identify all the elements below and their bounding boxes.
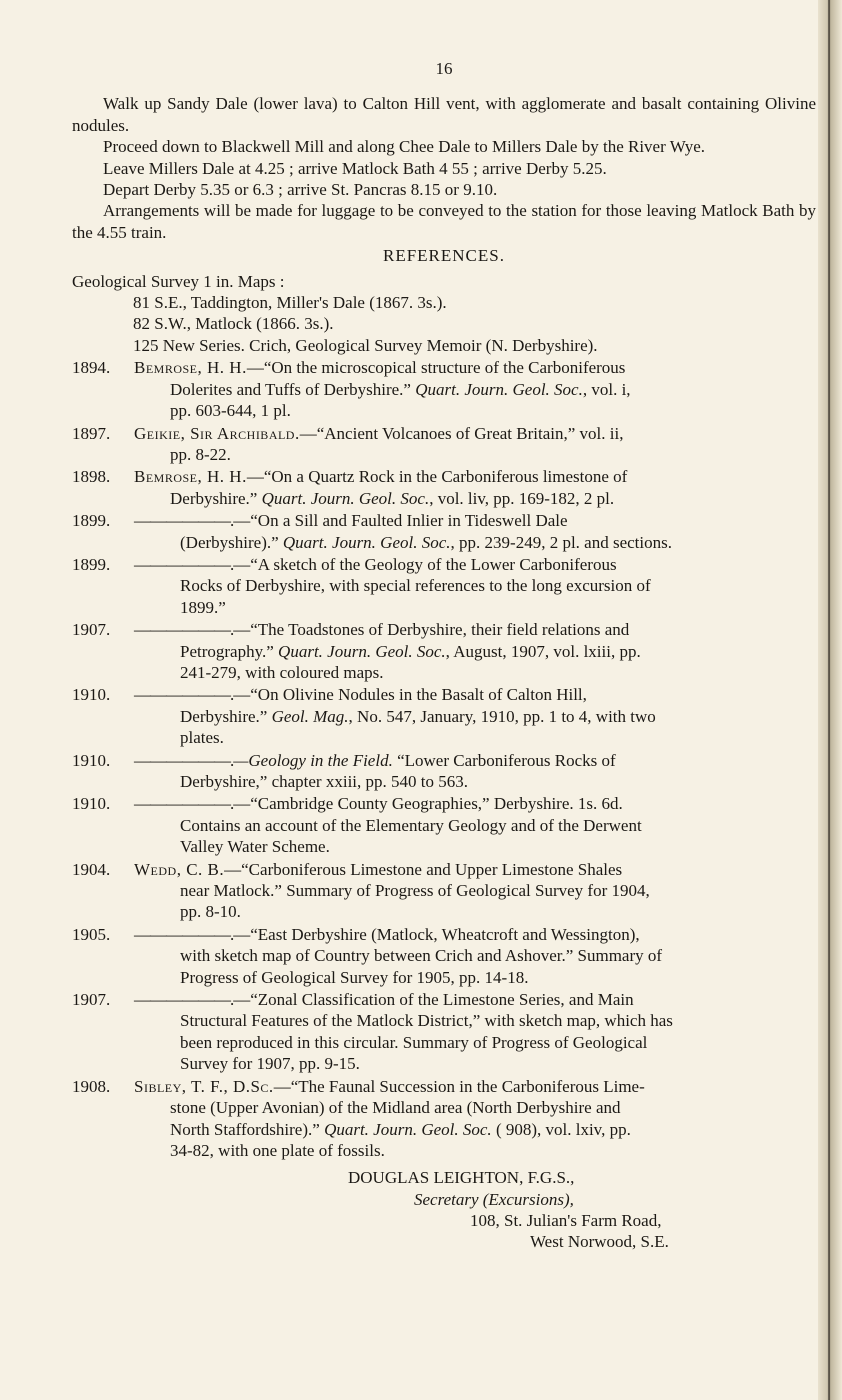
- reference-year: 1899.: [72, 554, 111, 574]
- reference-author: Wedd, C. B.: [134, 859, 225, 879]
- reference-text: near Matlock.” Summary of Progress of Geological Survey for 1904,: [180, 881, 650, 901]
- references-heading: REFERENCES.: [383, 246, 505, 266]
- reference-year: 1910.: [72, 685, 111, 705]
- reference-year: 1905.: [72, 924, 111, 944]
- reference-author: Bemrose, H. H.: [134, 467, 247, 487]
- maps-heading: Geological Survey 1 in. Maps :: [72, 271, 285, 291]
- ditto-dash: ——————.: [134, 794, 234, 814]
- reference-journal: Quart. Journ. Geol. Soc.: [282, 532, 451, 552]
- ditto-dash: ——————.: [134, 685, 234, 705]
- reference-text: “Lower Carboniferous Rocks of: [392, 750, 616, 770]
- reference-text: , pp. 239-249, 2 pl. and sections.: [450, 532, 672, 552]
- reference-year: 1904.: [72, 859, 111, 879]
- reference-text: —“A sketch of the Geology of the Lower Carboniferous: [233, 554, 617, 574]
- signature-block: [72, 1167, 816, 1252]
- references-list: [72, 357, 816, 1161]
- reference-text: —“On the microscopical structure of the Carboniferous: [246, 358, 626, 378]
- paragraph: Proceed down to Blackwell Mill and along Chee Dale to Millers Dale by the River Wye.: [103, 137, 706, 157]
- reference-text: stone (Upper Avonian) of the Midland area (North Derbyshire and: [170, 1098, 621, 1118]
- reference-journal: —Geology in the Field.: [233, 750, 393, 770]
- reference-text: ( 908), vol. lxiv, pp.: [491, 1119, 631, 1139]
- signature-name: DOUGLAS LEIGHTON, F.G.S.,: [348, 1168, 575, 1188]
- ditto-dash: ——————.: [134, 750, 234, 770]
- paragraph: Depart Derby 5.35 or 6.3 ; arrive St. Pancras 8.15 or 9.10.: [103, 180, 498, 200]
- reference-text: been reproduced in this circular. Summary of Progress of Geological: [180, 1032, 648, 1052]
- reference-text: plates.: [180, 728, 224, 748]
- map-entry: 82 S.W., Matlock (1866. 3s.).: [133, 314, 334, 334]
- paragraph: Walk up Sandy Dale (lower lava) to Calton Hill vent, with agglomerate and basalt containing Olivine nodules.: [72, 94, 816, 135]
- reference-journal: Quart. Journ. Geol. Soc.: [261, 488, 430, 508]
- reference-journal: Quart. Journ. Geol. Soc.: [278, 641, 446, 661]
- reference-entry: [72, 423, 816, 466]
- reference-entry: [72, 357, 816, 421]
- reference-author: Bemrose, H. H.: [134, 358, 247, 378]
- reference-year: 1910.: [72, 750, 111, 770]
- reference-author: Sibley, T. F., D.Sc.: [134, 1076, 274, 1096]
- reference-entry: [72, 989, 816, 1075]
- maps-list: [72, 271, 816, 357]
- reference-entry: [72, 466, 816, 509]
- reference-journal: Quart. Journ. Geol. Soc.: [324, 1119, 492, 1139]
- ditto-dash: ——————.: [134, 511, 234, 531]
- reference-text: —“The Faunal Succession in the Carboniferous Lime-: [273, 1076, 645, 1096]
- reference-text: —“East Derbyshire (Matlock, Wheatcroft and Wessington),: [233, 924, 640, 944]
- ditto-dash: ——————.: [134, 924, 234, 944]
- reference-year: 1908.: [72, 1076, 111, 1096]
- paragraph: Arrangements will be made for luggage to be conveyed to the station for those leaving Matlock Bath by the 4.55 train.: [72, 201, 816, 242]
- reference-text: pp. 8-22.: [170, 444, 231, 464]
- reference-text: Contains an account of the Elementary Geology and of the Derwent: [180, 815, 642, 835]
- reference-text: North Staffordshire).”: [170, 1119, 320, 1139]
- signature-address-line: 108, St. Julian's Farm Road,: [470, 1210, 662, 1230]
- binding-edge: [818, 0, 842, 1400]
- reference-text: —“On Olivine Nodules in the Basalt of Calton Hill,: [233, 685, 587, 705]
- reference-text: Dolerites and Tuffs of Derbyshire.”: [170, 379, 411, 399]
- reference-entry: [72, 924, 816, 988]
- reference-year: 1910.: [72, 794, 111, 814]
- reference-text: , vol. i,: [582, 379, 631, 399]
- reference-text: —“Cambridge County Geographies,” Derbyshire. 1s. 6d.: [233, 794, 623, 814]
- reference-entry: [72, 750, 816, 793]
- reference-year: 1897.: [72, 423, 111, 443]
- reference-text: Derbyshire.”: [180, 706, 268, 726]
- itinerary: [72, 93, 816, 243]
- reference-text: —“On a Sill and Faulted Inlier in Tideswell Dale: [233, 511, 568, 531]
- reference-text: , vol. liv, pp. 169-182, 2 pl.: [429, 488, 615, 508]
- reference-text: —“On a Quartz Rock in the Carboniferous limestone of: [246, 467, 628, 487]
- reference-text: 241-279, with coloured maps.: [180, 662, 384, 682]
- reference-entry: [72, 793, 816, 857]
- reference-text: Structural Features of the Matlock District,” with sketch map, which has: [180, 1011, 673, 1031]
- reference-text: Derbyshire,” chapter xxiii, pp. 540 to 563.: [180, 772, 468, 791]
- reference-entry: [72, 684, 816, 748]
- reference-entry: [72, 554, 816, 618]
- reference-text: with sketch map of Country between Crich and Ashover.” Summary of: [180, 946, 663, 966]
- reference-journal: Geol. Mag.: [271, 706, 349, 726]
- signature-address-line: West Norwood, S.E.: [530, 1232, 669, 1252]
- reference-text: —“The Toadstones of Derbyshire, their field relations and: [233, 620, 630, 640]
- reference-journal: Quart. Journ. Geol. Soc.: [415, 379, 583, 399]
- reference-year: 1907.: [72, 620, 111, 640]
- reference-text: Valley Water Scheme.: [180, 837, 330, 857]
- reference-year: 1894.: [72, 358, 111, 378]
- reference-author: Geikie, Sir Archibald.: [134, 423, 300, 443]
- reference-text: —“Carboniferous Limestone and Upper Limestone Shales: [224, 859, 623, 879]
- document-page: [72, 58, 816, 1252]
- reference-year: 1899.: [72, 511, 111, 531]
- ditto-dash: ——————.: [134, 554, 234, 574]
- paragraph: Leave Millers Dale at 4.25 ; arrive Matlock Bath 4 55 ; arrive Derby 5.25.: [103, 158, 607, 178]
- reference-text: Survey for 1907, pp. 9-15.: [180, 1054, 360, 1074]
- reference-text: pp. 8-10.: [180, 902, 241, 922]
- reference-text: , No. 547, January, 1910, pp. 1 to 4, with two: [348, 706, 656, 726]
- map-entry: 125 New Series. Crich, Geological Survey Memoir (N. Derbyshire).: [133, 335, 598, 355]
- reference-text: Rocks of Derbyshire, with special references to the long excursion of: [180, 576, 651, 596]
- reference-year: 1898.: [72, 467, 111, 487]
- reference-year: 1907.: [72, 990, 111, 1010]
- reference-text: 1899.”: [180, 597, 226, 617]
- reference-entry: [72, 510, 816, 553]
- reference-entry: [72, 859, 816, 923]
- reference-text: Derbyshire.”: [170, 488, 258, 508]
- ditto-dash: ——————.: [134, 620, 234, 640]
- reference-text: —“Ancient Volcanoes of Great Britain,” vol. ii,: [299, 423, 624, 443]
- reference-text: , August, 1907, vol. lxiii, pp.: [445, 641, 641, 661]
- reference-text: —“Zonal Classification of the Limestone Series, and Main: [233, 990, 634, 1010]
- reference-text: (Derbyshire).”: [180, 532, 279, 552]
- ditto-dash: ——————.: [134, 990, 234, 1010]
- reference-text: Progress of Geological Survey for 1905, pp. 14-18.: [180, 967, 529, 987]
- reference-text: Petrography.”: [180, 641, 274, 661]
- reference-entry: [72, 1076, 816, 1162]
- signature-title: Secretary (Excursions),: [414, 1189, 574, 1209]
- reference-text: pp. 603-644, 1 pl.: [170, 401, 291, 421]
- reference-entry: [72, 619, 816, 683]
- page-number: 16: [435, 59, 453, 78]
- map-entry: 81 S.E., Taddington, Miller's Dale (1867. 3s.).: [133, 293, 447, 313]
- reference-text: 34-82, with one plate of fossils.: [170, 1140, 385, 1160]
